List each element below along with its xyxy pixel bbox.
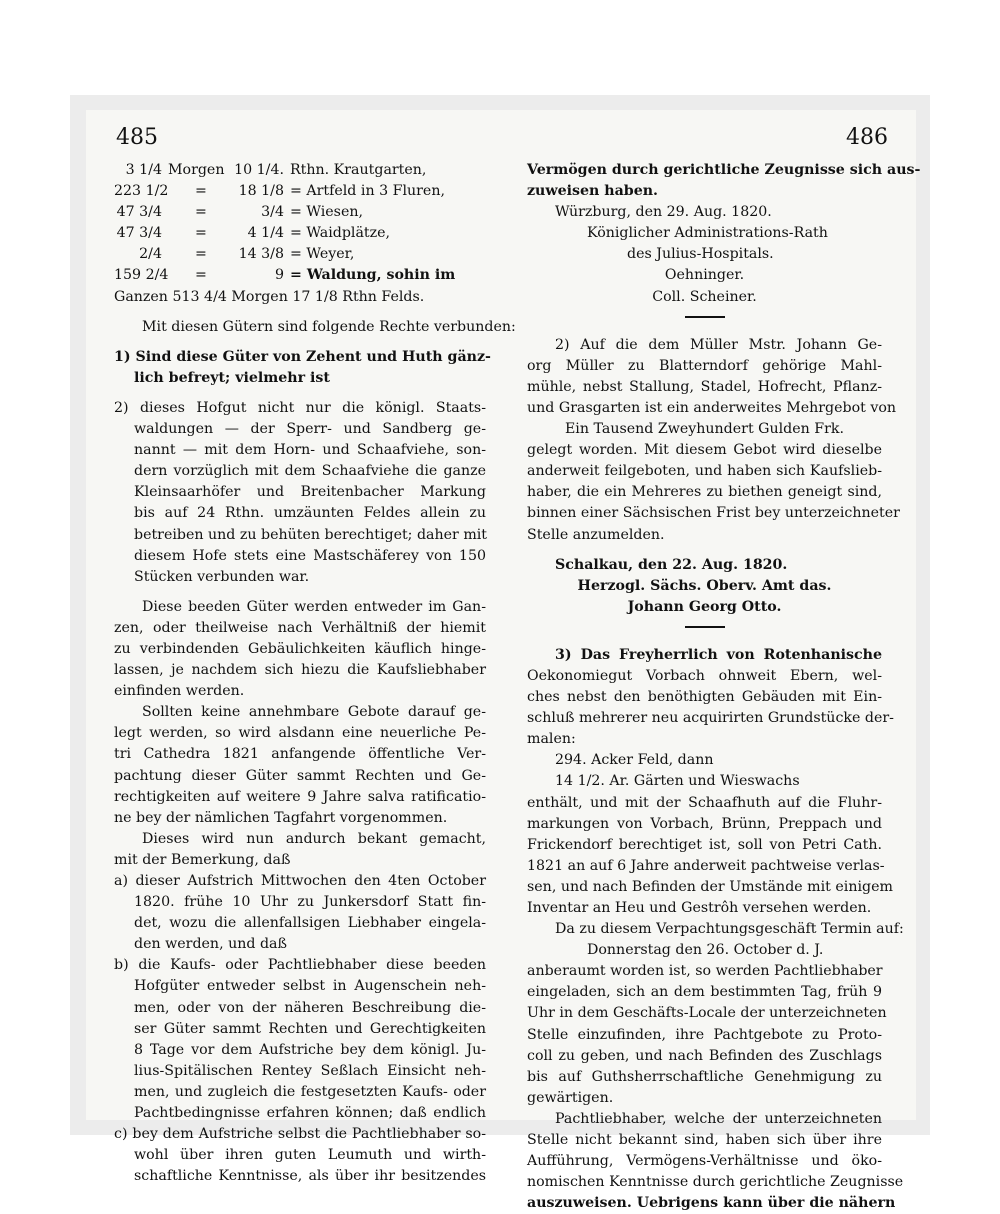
text-line: a) dieser Aufstrich Mittwochen den 4ten October [114, 873, 486, 889]
text-line: legt werden, so wird alsdann eine neuerliche Pe- [114, 725, 486, 742]
text-line: Aufführung, Vermögens-Verhältnisse und öko- [527, 1153, 882, 1170]
text-line: schluß mehrerer neu acquirirten Grundstücke der- [527, 710, 894, 727]
text-line: lius-Spitälischen Rentey Seßlach Einsicht neh- [134, 1062, 486, 1079]
text-line: men, oder von der näheren Beschreibung die- [134, 999, 486, 1016]
text-line: gewärtigen. [527, 1089, 614, 1106]
text-line: det, wozu die allenfallsigen Liebhaber eingela- [134, 915, 486, 932]
text-line: Kleinsaarhöfer und Breitenbacher Markung [134, 484, 486, 501]
text-line: den werden, und daß [134, 936, 287, 953]
text-line: bis auf 24 Rthn. umzäunten Feldes allein zu [134, 505, 486, 522]
left-column [114, 160, 516, 1187]
signature-name: Oehninger. [664, 267, 745, 284]
text-line: diesem Hofe stets eine Mastschäferey von 150 [134, 547, 486, 564]
text-line: bis auf Guthsherrschaftliche Genehmigung zu [527, 1068, 882, 1085]
text-line: einfinden werden. [114, 683, 245, 700]
text-line: 1821 an auf 6 Jahre anderweit pachtweise verlas- [527, 857, 885, 874]
table-cell-rods: 4 1/4 [247, 225, 284, 242]
table-cell-rods: 3/4 [261, 204, 284, 221]
table-cell-desc: = Weyer, [290, 246, 355, 263]
text-line: anderweit feilgeboten, und haben sich Kaufslieb- [527, 463, 882, 480]
text-line: enthält, und mit der Schaafhuth auf die Fluhr- [527, 794, 882, 811]
table-cell-desc: = Wiesen, [290, 204, 363, 221]
text-line: Pachtliebhaber, welche der unterzeichneten [555, 1110, 882, 1127]
table-cell-unit: = [195, 183, 207, 200]
right-column [527, 160, 921, 1214]
text-line: binnen einer Sächsischen Frist bey unterzeichneter [527, 505, 900, 522]
table-row [114, 181, 486, 202]
spacer [114, 308, 486, 317]
text-line: 2) Auf die dem Müller Mstr. Johann Ge- [555, 336, 882, 353]
signature-name: Johann Georg Otto. [627, 598, 782, 615]
date-line: Würzburg, den 29. Aug. 1820. [555, 204, 772, 221]
text-line: Uhr in dem Geschäfts-Locale der unterzeichneten [527, 1005, 887, 1022]
section-divider [685, 316, 725, 318]
text-line: Diese beeden Güter werden entweder im Gan- [142, 598, 486, 615]
text-line: gelegt worden. Mit diesem Gebot wird dieselbe [527, 442, 882, 459]
spacer [527, 636, 882, 645]
date-line: Schalkau, den 22. Aug. 1820. [555, 556, 788, 573]
spacer [114, 338, 486, 347]
text-line: mühle, nebst Stallung, Stadel, Hofrecht, Pflanz- [527, 378, 882, 395]
spacer [527, 326, 882, 335]
table-cell-unit: = [195, 246, 207, 263]
text-line: Inventar an Heu und Gestrôh versehen werden. [527, 900, 872, 916]
text-line: ne bey der nämlichen Tagfahrt vorgenommen. [114, 809, 448, 826]
text-line: Sollten keine annehmbare Gebote darauf ge- [142, 704, 486, 721]
table-cell-qty: 159 2/4 [114, 267, 169, 284]
signature-office: des Julius-Hospitals. [627, 246, 774, 263]
table-cell-desc: = Waldung, sohin im [290, 267, 456, 284]
text-line: 3) Das Freyherrlich von Rotenhanische [555, 646, 882, 663]
spacer [114, 588, 486, 597]
text-line: markungen von Vorbach, Brünn, Preppach und [527, 815, 882, 832]
section-divider [685, 626, 725, 628]
page-number-right: 486 [846, 125, 888, 150]
text-line: 294. Acker Feld, dann [555, 752, 714, 769]
table-cell-qty: 47 3/4 [116, 225, 162, 242]
table-cell-qty: 47 3/4 [116, 204, 162, 221]
text-line: ches nebst den benöthigten Gebäuden mit Ein- [527, 689, 882, 706]
table-row [114, 244, 486, 265]
text-line: nomischen Kenntnisse durch gerichtliche Zeugnisse [527, 1174, 904, 1191]
table-cell-qty: 3 1/4 [125, 162, 162, 178]
text-line: zuweisen haben. [527, 183, 658, 200]
table-cell-unit: = [195, 225, 207, 242]
text-line: Ganzen 513 4/4 Morgen 17 1/8 Rthn Felds. [114, 288, 425, 305]
signature-office: Königlicher Administrations-Rath [587, 225, 828, 242]
text-line: coll zu geben, und nach Befinden des Zuschlags [527, 1047, 882, 1064]
text-line: zen, oder theilweise nach Verhältniß der hiemit [114, 619, 486, 636]
text-line: lich befreyt; vielmehr ist [134, 369, 330, 386]
section-intro: Mit diesen Gütern sind folgende Rechte verbunden: [142, 318, 516, 335]
signature-name: Coll. Scheiner. [652, 288, 757, 305]
text-line: mit der Bemerkung, daß [114, 851, 291, 868]
text-line: Frickendorf berechtiget ist, soll von Petri Cath. [527, 836, 882, 853]
text-line: Dieses wird nun andurch bekant gemacht, [142, 830, 486, 847]
land-table [114, 160, 486, 287]
text-line: 2) dieses Hofgut nicht nur die königl. Staats- [114, 399, 486, 416]
table-row [114, 160, 486, 181]
text-line: schaftliche Kenntnisse, als über ihr besitzendes [134, 1168, 486, 1185]
text-line: Stelle nicht bekannt sind, haben sich über ihre [527, 1132, 882, 1149]
text-line: nannt — mit dem Horn- und Schaafviehe, son- [134, 442, 486, 459]
table-cell-desc: = Waidplätze, [290, 225, 390, 242]
table-cell-unit: = [195, 204, 207, 221]
text-line: org Müller zu Blatterndorf gehörige Mahl- [527, 357, 882, 374]
text-line: c) bey dem Aufstriche selbst die Pachtliebhaber so- [114, 1126, 486, 1143]
text-line: Stelle anzumelden. [527, 526, 665, 543]
text-line: waldungen — der Sperr- und Sandberg ge- [134, 421, 486, 438]
text-line: anberaumt worden ist, so werden Pachtliebhaber [527, 963, 883, 980]
table-cell-qty: 223 1/2 [114, 183, 169, 200]
text-line: und Grasgarten ist ein anderweites Mehrgebot von [527, 399, 897, 416]
table-cell-rods: 18 1/8 [238, 183, 284, 200]
text-line: rechtigkeiten auf weitere 9 Jahre salva ratificatio- [114, 788, 486, 805]
spacer [114, 389, 486, 398]
signature-office: Herzogl. Sächs. Oberv. Amt das. [577, 577, 832, 594]
text-line: dern vorzüglich mit dem Schaafviehe die ganze [134, 463, 486, 480]
table-row [114, 223, 486, 244]
table-cell-rods: 10 1/4. [234, 162, 284, 178]
text-line: sen, und nach Befinden der Umstände mit einigem [527, 878, 893, 895]
table-cell-rods: 9 [274, 267, 284, 284]
text-line: 14 1/2. Ar. Gärten und Wieswachs [555, 773, 800, 790]
text-line: tri Cathedra 1821 anfangende öffentliche Ver- [114, 746, 486, 763]
text-line: betreiben und zu behüten berechtiget; daher mit [134, 526, 488, 543]
text-line: auszuweisen. Uebrigens kann über die nähern [527, 1195, 896, 1212]
text-line: b) die Kaufs- oder Pachtliebhaber diese beeden [114, 957, 486, 974]
text-line: 1820. frühe 10 Uhr zu Junkersdorf Statt fin- [134, 894, 486, 911]
table-cell-rods: 14 3/8 [238, 246, 284, 263]
text-line: zu verbindenden Gebäulichkeiten käuflich hinge- [114, 640, 486, 657]
table-cell-desc: Rthn. Krautgarten, [290, 162, 427, 178]
text-line: Da zu diesem Verpachtungsgeschäft Termin auf: [555, 921, 904, 938]
table-row [114, 265, 486, 286]
text-line: malen: [527, 731, 576, 748]
spacer [527, 546, 882, 555]
text-line: 1) Sind diese Güter von Zehent und Huth gänz- [114, 348, 491, 365]
text-line: haber, die ein Mehreres zu biethen geneigt sind, [527, 484, 882, 501]
text-line: 8 Tage vor dem Aufstriche bey dem königl. Ju- [134, 1041, 486, 1058]
text-line: eingeladen, sich an dem bestimmten Tag, früh 9 [527, 984, 882, 1001]
text-line: pachtung dieser Güter sammt Rechten und Ge- [114, 767, 486, 784]
text-line: Donnerstag den 26. October d. J. [587, 942, 824, 959]
table-cell-unit: = [195, 267, 207, 284]
text-line: Vermögen durch gerichtliche Zeugnisse sich aus- [527, 162, 921, 178]
table-row [114, 202, 486, 223]
table-cell-unit: Morgen [168, 162, 225, 178]
text-line: wohl über ihren guten Leumuth und wirth- [134, 1147, 486, 1164]
table-cell-desc: = Artfeld in 3 Fluren, [290, 183, 445, 200]
table-cell-qty: 2/4 [139, 246, 162, 263]
text-line: Stücken verbunden war. [134, 568, 310, 585]
page-number-left: 485 [116, 125, 158, 150]
text-line: lassen, je nachdem sich hiezu die Kaufsliebhaber [114, 662, 486, 679]
text-line: Pachtbedingnisse erfahren können; daß endlich [134, 1105, 486, 1122]
text-line: Hofgüter entweder selbst in Augenschein neh- [134, 978, 486, 995]
text-line: Stelle einzufinden, ihre Pachtgebote zu Proto- [527, 1026, 882, 1043]
text-line: Oekonomiegut Vorbach ohnweit Ebern, wel- [527, 667, 882, 684]
text-line: men, und zugleich die festgesetzten Kaufs- oder [134, 1083, 486, 1100]
text-line: Ein Tausend Zweyhundert Gulden Frk. [564, 421, 845, 438]
text-line: ser Güter sammt Rechten und Gerechtigkeiten [134, 1020, 486, 1037]
